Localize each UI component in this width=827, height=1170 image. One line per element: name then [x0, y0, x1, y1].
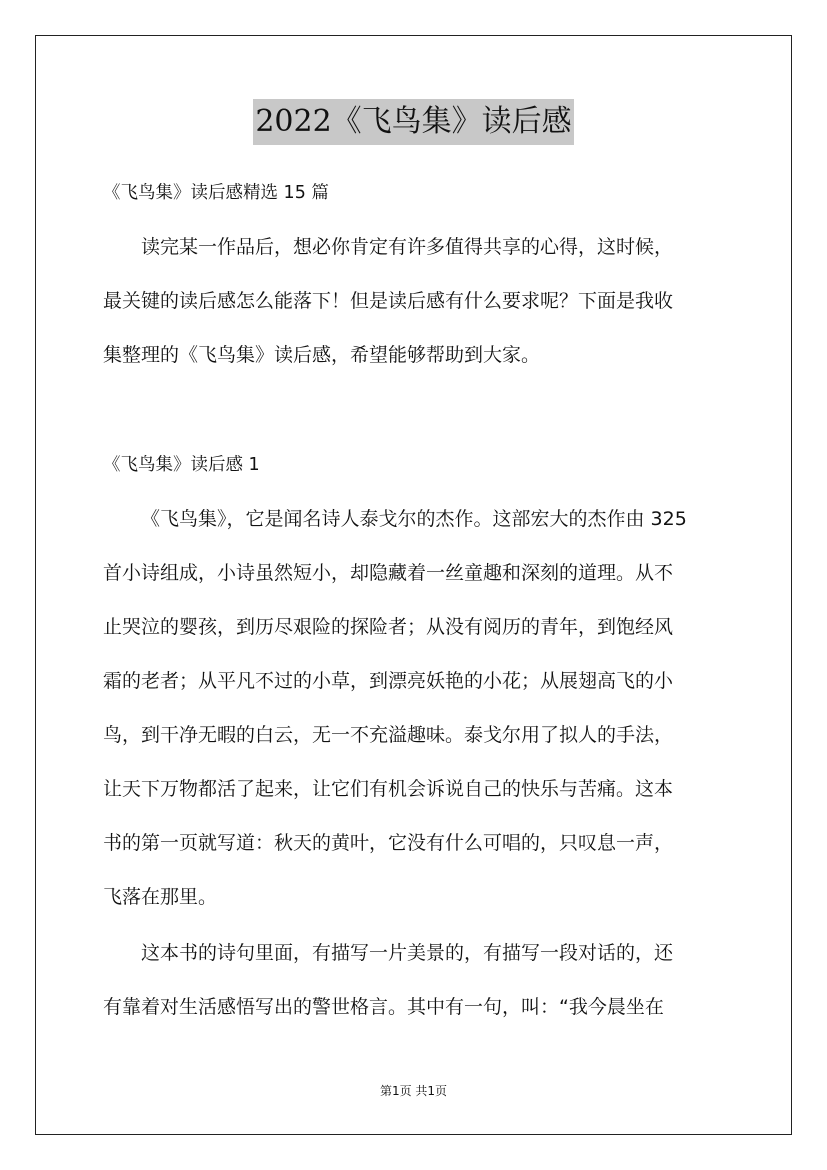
paragraph-line: 止哭泣的婴孩，到历尽艰险的探险者；从没有阅历的青年，到饱经风 — [103, 616, 674, 638]
intro-line: 集整理的《飞鸟集》读后感，希望能够帮助到大家。 — [103, 344, 541, 366]
page-footer: 第1页 共1页 — [379, 1084, 448, 1098]
paragraph-line: 飞落在那里。 — [103, 886, 218, 908]
paragraph-line: 有靠着对生活感悟写出的警世格言。其中有一句，叫：“我今晨坐在 — [103, 996, 664, 1018]
intro-line: 读完某一作品后，想必你肯定有许多值得共享的心得，这时候， — [141, 236, 674, 258]
paragraph-line: 首小诗组成，小诗虽然短小，却隐藏着一丝童趣和深刻的道理。从不 — [103, 562, 674, 584]
title-container — [0, 99, 827, 145]
paragraph-line: 鸟，到干净无暇的白云，无一不充溢趣味。泰戈尔用了拟人的手法， — [103, 724, 674, 746]
document-title: 2022《飞鸟集》读后感 — [253, 99, 573, 145]
paragraph-line: 让天下万物都活了起来，让它们有机会诉说自己的快乐与苦痛。这本 — [103, 778, 674, 800]
document-subtitle: 《飞鸟集》读后感精选 15 篇 — [103, 183, 329, 203]
paragraph-line: 《飞鸟集》，它是闻名诗人泰戈尔的杰作。这部宏大的杰作由 325 — [141, 508, 687, 530]
section-heading: 《飞鸟集》读后感 1 — [103, 455, 260, 475]
paragraph-line: 这本书的诗句里面，有描写一片美景的，有描写一段对话的，还 — [141, 942, 674, 964]
intro-line: 最关键的读后感怎么能落下！但是读后感有什么要求呢？下面是我收 — [103, 290, 674, 312]
paragraph-line: 书的第一页就写道：秋天的黄叶，它没有什么可唱的，只叹息一声， — [103, 832, 674, 854]
paragraph-line: 霜的老者；从平凡不过的小草，到漂亮妖艳的小花；从展翅高飞的小 — [103, 670, 674, 692]
